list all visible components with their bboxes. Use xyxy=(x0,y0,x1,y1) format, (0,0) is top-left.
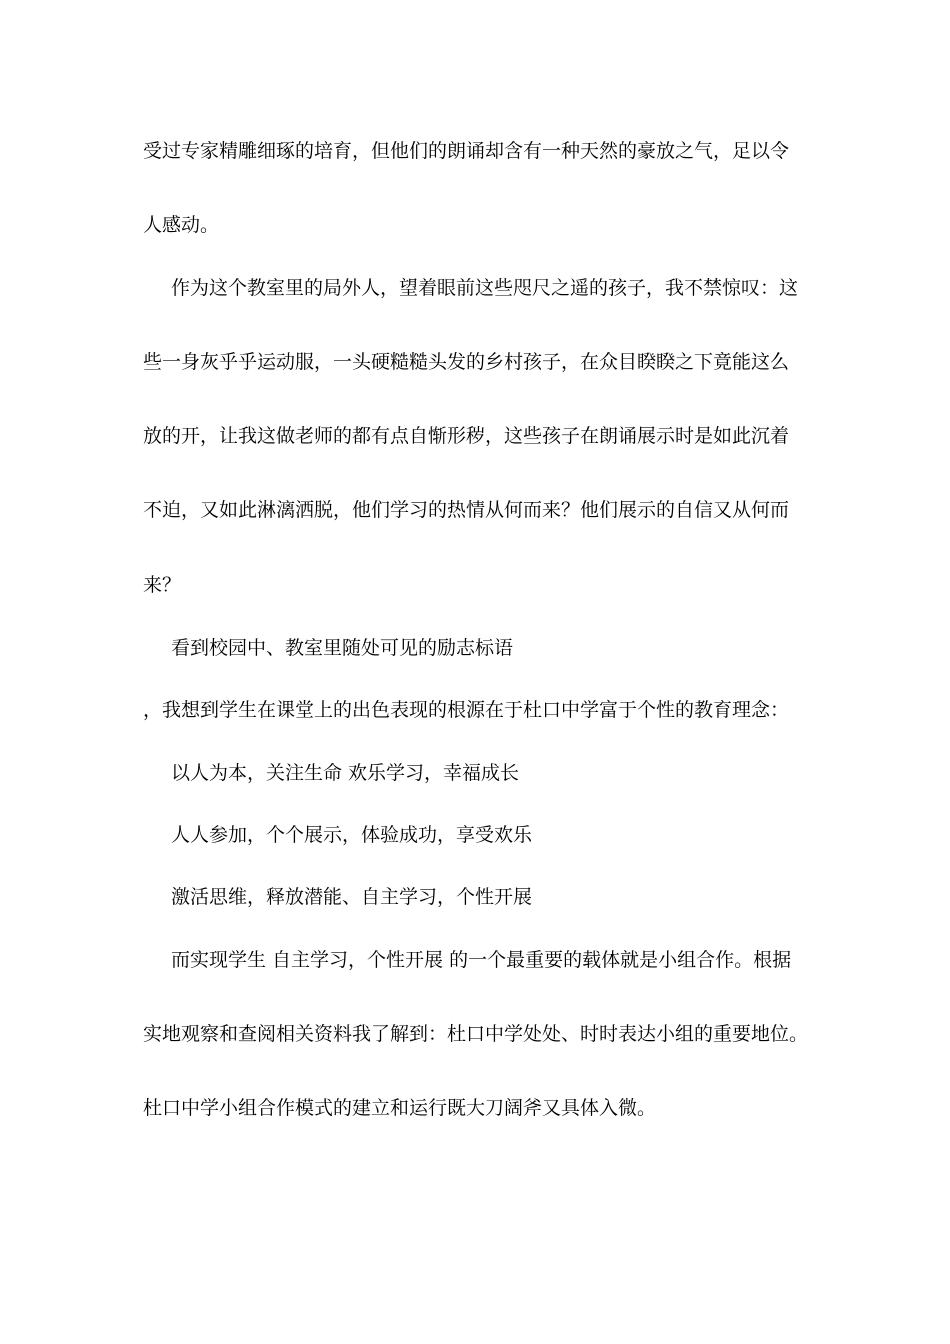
paragraph-line: 不迫，又如此淋漓洒脱，他们学习的热情从何而来？他们展示的自信又从何而 xyxy=(143,499,790,521)
paragraph-line: 而实现学生 自主学习，个性开展 的一个最重要的载体就是小组合作。根据 xyxy=(171,949,792,971)
paragraph-line: 来？ xyxy=(143,574,182,596)
paragraph-line: 实地观察和查阅相关资料我了解到：杜口中学处处、时时表达小组的重要地位。 xyxy=(143,1023,809,1045)
paragraph-line: ，我想到学生在课堂上的出色表现的根源在于杜口中学富于个性的教育理念： xyxy=(143,699,790,721)
motto-line: 以人为本，关注生命 欢乐学习，幸福成长 xyxy=(171,762,520,784)
paragraph-line: 作为这个教室里的局外人，望着眼前这些咫尺之遥的孩子，我不禁惊叹：这 xyxy=(171,277,799,299)
motto-line: 人人参加，个个展示，体验成功，享受欢乐 xyxy=(171,824,533,846)
paragraph-line: 些一身灰乎乎运动服，一头硬糙糙头发的乡村孩子，在众目睽睽之下竟能这么 xyxy=(143,351,790,373)
paragraph-line: 放的开，让我这做老师的都有点自惭形秽，这些孩子在朗诵展示时是如此沉着 xyxy=(143,425,790,447)
motto-line: 激活思维，释放潜能、自主学习，个性开展 xyxy=(171,886,533,908)
paragraph-line: 杜口中学小组合作模式的建立和运行既大刀阔斧又具体入微。 xyxy=(143,1097,657,1119)
paragraph-line: 看到校园中、教室里随处可见的励志标语 xyxy=(171,637,514,659)
paragraph-line: 受过专家精雕细琢的培育，但他们的朗诵却含有一种天然的豪放之气，足以令 xyxy=(143,140,790,162)
paragraph-line: 人感动。 xyxy=(143,214,220,236)
